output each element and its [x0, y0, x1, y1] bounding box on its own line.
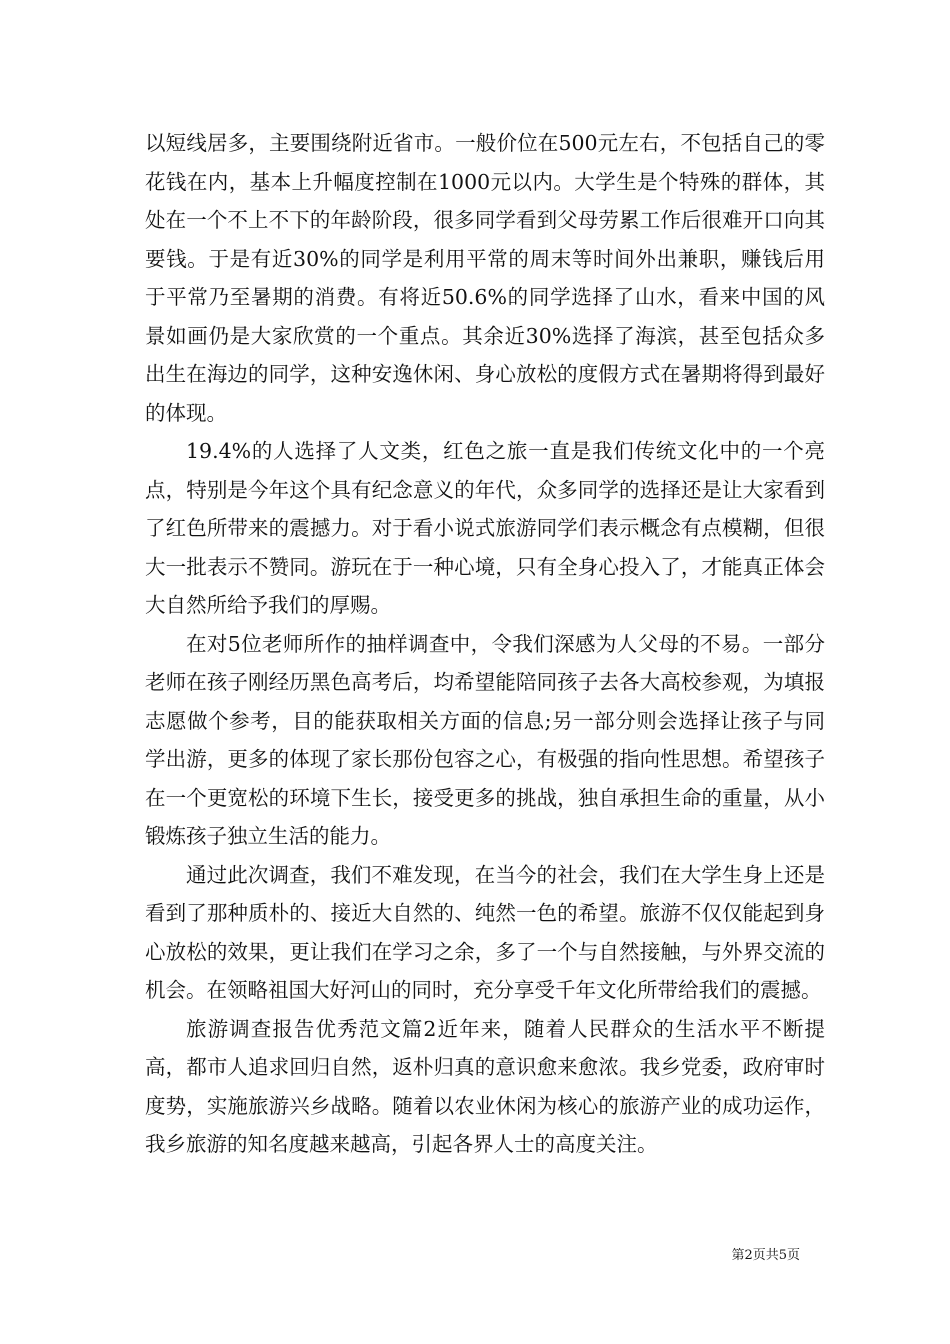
paragraph-4: 通过此次调查，我们不难发现，在当今的社会，我们在大学生身上还是看到了那种质朴的、接近大自然的、纯然一色的希望。旅游不仅仅能起到身心放松的效果，更让我们在学习之余，多了一个与自然接触，与外界交流的机会。在领略祖国大好河山的同时，充分享受千年文化所带给我们的震撼。 [145, 862, 825, 1002]
document-body [145, 124, 825, 1164]
paragraph-3: 在对5位老师所作的抽样调查中，令我们深感为人父母的不易。一部分老师在孩子刚经历黑色高考后，均希望能陪同孩子去各大高校参观，为填报志愿做个参考，目的能获取相关方面的信息;另一部分则会选择让孩子与同学出游，更多的体现了家长那份包容之心，有极强的指向性思想。希望孩子在一个更宽松的环境下生长，接受更多的挑战，独自承担生命的重量，从小锻炼孩子独立生活的能力。 [145, 631, 825, 848]
paragraph-5: 旅游调查报告优秀范文篇2近年来，随着人民群众的生活水平不断提高，都市人追求回归自然，返朴归真的意识愈来愈浓。我乡党委，政府审时度势，实施旅游兴乡战略。随着以农业休闲为核心的旅游产业的成功运作，我乡旅游的知名度越来越高，引起各界人士的高度关注。 [145, 1016, 825, 1156]
paragraph-1: 以短线居多，主要围绕附近省市。一般价位在500元左右，不包括自己的零花钱在内，基本上升幅度控制在1000元以内。大学生是个特殊的群体，其处在一个不上不下的年龄阶段，很多同学看到父母劳累工作后很难开口向其要钱。于是有近30%的同学是利用平常的周末等时间外出兼职，赚钱后用于平常乃至暑期的消费。有将近50.6%的同学选择了山水，看来中国的风景如画仍是大家欣赏的一个重点。其余近30%选择了海滨，甚至包括众多出生在海边的同学，这种安逸休闲、身心放松的度假方式在暑期将得到最好的体现。 [145, 131, 825, 425]
page-number: 第2页共5页 [731, 1248, 800, 1263]
paragraph-2: 19.4%的人选择了人文类，红色之旅一直是我们传统文化中的一个亮点，特别是今年这个具有纪念意义的年代，众多同学的选择还是让大家看到了红色所带来的震撼力。对于看小说式旅游同学们表示概念有点模糊，但很大一批表示不赞同。游玩在于一种心境，只有全身心投入了，才能真正体会大自然所给予我们的厚赐。 [145, 439, 825, 617]
